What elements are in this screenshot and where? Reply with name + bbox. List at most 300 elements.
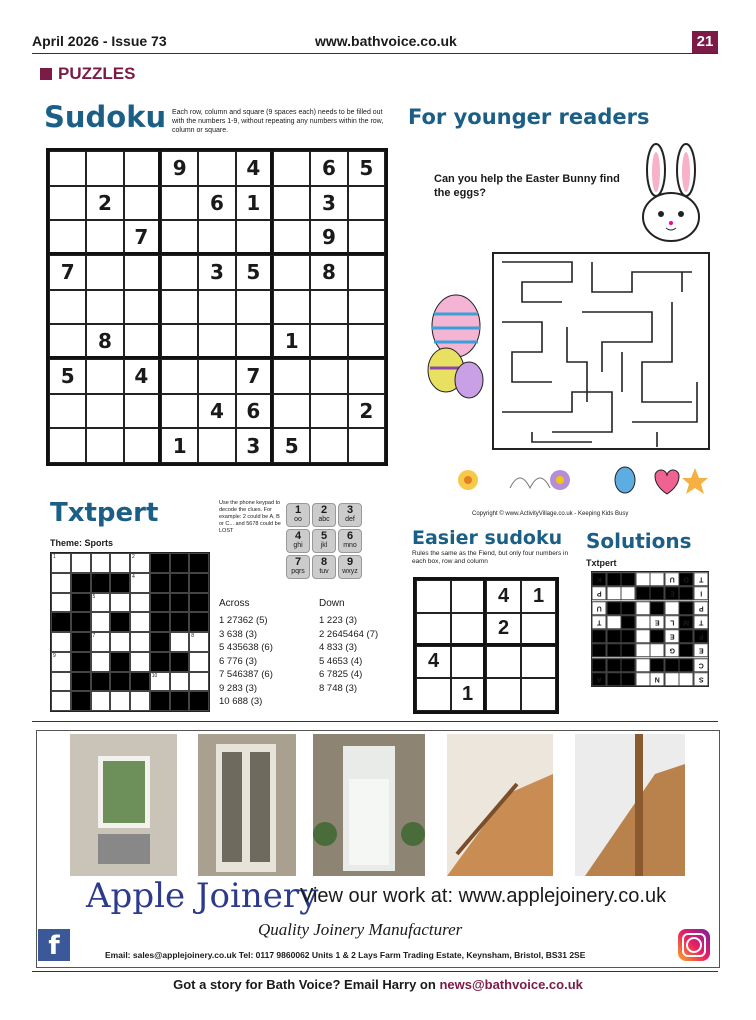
advert-website[interactable]: View our work at: www.applejoinery.co.uk (300, 885, 667, 907)
down-clue: 5 4653 (4) (319, 655, 363, 667)
solution-cell (592, 658, 607, 672)
crossword-cell (110, 652, 130, 672)
section-title: PUZZLES (58, 64, 136, 83)
easy-sudoku-cell[interactable]: 1 (451, 678, 486, 711)
sudoku-cell[interactable] (124, 324, 161, 359)
clue-number: 7 (92, 633, 96, 639)
solution-cell (679, 658, 694, 672)
solution-cell: P (592, 586, 607, 600)
crossword-cell (150, 553, 170, 573)
down-clue: 2 2645464 (7) (319, 628, 379, 640)
maze[interactable] (492, 252, 710, 450)
sudoku-cell[interactable] (273, 220, 310, 255)
solution-cell (650, 629, 665, 643)
crossword-cell[interactable] (51, 632, 71, 652)
crossword-cell[interactable] (189, 652, 209, 672)
sudoku-cell[interactable] (310, 324, 347, 359)
sudoku-cell[interactable] (161, 290, 198, 325)
easy-sudoku-cell[interactable] (521, 646, 556, 679)
crossword-cell[interactable] (51, 593, 71, 613)
sudoku-cell[interactable] (49, 290, 86, 325)
apple-joinery-logo[interactable]: Apple Joinery (86, 876, 319, 916)
sudoku-title: Sudoku (44, 100, 167, 134)
sudoku-cell[interactable] (198, 290, 235, 325)
crossword-cell (71, 652, 91, 672)
solution-cell (650, 586, 665, 600)
sudoku-cell[interactable] (236, 324, 273, 359)
sudoku-cell[interactable] (348, 359, 385, 394)
oak-staircase-photo (575, 734, 685, 876)
crossword-cell[interactable] (150, 672, 170, 692)
crossword-cell[interactable] (71, 553, 91, 573)
keypad-key (286, 503, 310, 527)
crossword-cell[interactable] (91, 652, 111, 672)
down-clue: 6 7825 (4) (319, 669, 363, 680)
sudoku-cell[interactable]: 8 (86, 324, 123, 359)
instagram-icon[interactable] (678, 929, 710, 961)
sudoku-cell[interactable]: 7 (124, 220, 161, 255)
key-letters: oo (294, 516, 302, 523)
clue-number: 8 (191, 633, 195, 639)
keypad-key (286, 529, 310, 553)
crossword-cell (71, 612, 91, 632)
sudoku-cell[interactable] (273, 255, 310, 290)
solution-cell (636, 658, 651, 672)
crossword-cell (91, 672, 111, 692)
crossword-cell[interactable] (51, 652, 71, 672)
key-letters: mno (343, 542, 357, 549)
issue-date: April 2026 - Issue 73 (32, 33, 167, 49)
sudoku-cell[interactable] (161, 359, 198, 394)
sudoku-cell[interactable] (348, 290, 385, 325)
key-letters: pqrs (291, 568, 305, 575)
advert-tagline: Quality Joinery Manufacturer (258, 920, 463, 939)
key-number: 9 (346, 556, 354, 568)
easy-sudoku-cell[interactable] (416, 613, 451, 646)
sudoku-cell[interactable]: 9 (310, 220, 347, 255)
sudoku-cell[interactable] (86, 290, 123, 325)
crossword-cell (189, 612, 209, 632)
crossword-cell[interactable] (51, 672, 71, 692)
solution-cell (679, 672, 694, 686)
solution-cell: T (694, 572, 709, 586)
sudoku-cell[interactable]: 7 (236, 359, 273, 394)
crossword-cell[interactable] (91, 553, 111, 573)
sudoku-cell[interactable] (86, 394, 123, 429)
sudoku-cell[interactable] (348, 220, 385, 255)
keypad-key (312, 529, 336, 553)
solution-cell: T (592, 615, 607, 629)
sudoku-cell[interactable] (273, 290, 310, 325)
across-heading: Across (219, 598, 250, 609)
crossword-cell (170, 652, 190, 672)
crossword-cell (170, 612, 190, 632)
sudoku-cell[interactable] (273, 394, 310, 429)
crossword-cell (170, 593, 190, 613)
sudoku-cell[interactable]: 8 (310, 255, 347, 290)
solution-cell (636, 643, 651, 657)
crossword-cell (150, 652, 170, 672)
page-number: 21 (692, 31, 718, 53)
key-letters: jkl (320, 542, 328, 549)
sudoku-cell[interactable] (86, 255, 123, 290)
clue-number: 6 (53, 613, 56, 620)
crossword-cell (130, 672, 150, 692)
sudoku-cell[interactable] (348, 428, 385, 463)
footer-text: Got a story for Bath Voice? Email Harry on (173, 977, 440, 992)
key-letters: abc (318, 516, 330, 523)
sudoku-grid[interactable] (46, 148, 388, 466)
solution-cell (636, 601, 651, 615)
easy-sudoku-cell[interactable] (521, 678, 556, 711)
sudoku-instructions: Each row, column and square (9 spaces each) needs to be filled out with the numbers 1-9, without repeating any numbers within the row, column or square. (172, 109, 384, 134)
sudoku-cell[interactable] (198, 428, 235, 463)
solution-cell (679, 601, 694, 615)
solution-cell: G (665, 643, 680, 657)
solution-cell (636, 615, 651, 629)
sudoku-cell[interactable] (198, 324, 235, 359)
across-clue: 9 283 (3) (219, 682, 258, 694)
sudoku-cell[interactable] (348, 186, 385, 221)
facebook-icon[interactable]: f (38, 929, 70, 961)
sudoku-cell[interactable] (49, 220, 86, 255)
sudoku-cell[interactable] (124, 255, 161, 290)
crossword-cell (110, 612, 130, 632)
sudoku-cell[interactable]: 3 (198, 255, 235, 290)
french-door-photo (198, 734, 296, 876)
sudoku-cell[interactable] (161, 394, 198, 429)
solutions-title: Solutions (586, 529, 692, 553)
solution-cell (665, 601, 680, 615)
sudoku-cell[interactable] (161, 324, 198, 359)
crossword-cell (150, 632, 170, 652)
key-number: 2 (320, 504, 328, 516)
easier-sudoku-grid[interactable] (413, 577, 559, 714)
down-clues (319, 614, 378, 695)
clue-number: 10 (151, 672, 158, 679)
keypad-key (312, 555, 336, 579)
sudoku-cell[interactable] (124, 186, 161, 221)
sudoku-cell[interactable] (310, 359, 347, 394)
sudoku-cell[interactable]: 1 (273, 324, 310, 359)
crossword-cell[interactable] (91, 691, 111, 711)
sudoku-cell[interactable] (49, 151, 86, 186)
solution-cell (679, 629, 694, 643)
solution-cell (679, 643, 694, 657)
sudoku-cell[interactable] (124, 428, 161, 463)
key-number: 3 (346, 504, 354, 516)
bunny-icon (636, 142, 716, 247)
solution-cell (621, 572, 636, 586)
website-url[interactable]: www.bathvoice.co.uk (315, 33, 457, 49)
clue-number: 1 (53, 554, 56, 560)
crossword-cell (110, 573, 130, 593)
solution-cell (650, 658, 665, 672)
sudoku-cell[interactable]: 1 (236, 186, 273, 221)
txtpert-title: Txtpert (50, 498, 159, 528)
sudoku-cell[interactable]: 9 (161, 151, 198, 186)
crossword-cell (189, 573, 209, 593)
flowers-decoration-icon (450, 458, 710, 506)
crossword-cell (170, 553, 190, 573)
solution-cell (607, 672, 622, 686)
crossword-cell (189, 593, 209, 613)
sudoku-cell[interactable] (49, 186, 86, 221)
easter-eggs-icon (424, 292, 490, 402)
solution-cell: E (650, 615, 665, 629)
sudoku-cell[interactable] (86, 359, 123, 394)
sudoku-cell[interactable] (49, 428, 86, 463)
clue-number: 4 (132, 573, 135, 580)
crossword-cell[interactable] (130, 652, 150, 672)
clue-number: 5 (92, 593, 96, 600)
crossword-cell[interactable] (130, 612, 150, 632)
solution-cell (607, 643, 622, 657)
sudoku-cell[interactable] (124, 290, 161, 325)
down-heading: Down (319, 598, 345, 609)
solution-cell (621, 658, 636, 672)
crossword-cell[interactable] (51, 553, 71, 573)
solution-cell: E (694, 643, 709, 657)
sudoku-cell[interactable]: 7 (49, 255, 86, 290)
sudoku-cell[interactable]: 4 (124, 359, 161, 394)
sudoku-cell[interactable] (273, 359, 310, 394)
solution-cell (607, 629, 622, 643)
across-clues (219, 614, 273, 709)
keypad-key (338, 503, 362, 527)
easier-sudoku-title: Easier sudoku (412, 527, 563, 549)
key-number: 1 (294, 504, 302, 516)
across-clue: 3 638 (3) (219, 628, 258, 640)
easy-sudoku-cell[interactable]: 4 (416, 646, 451, 679)
sudoku-cell[interactable]: 1 (161, 428, 198, 463)
clue-number: 9 (53, 652, 56, 659)
sudoku-cell[interactable] (273, 186, 310, 221)
sudoku-cell[interactable]: 5 (49, 359, 86, 394)
sudoku-cell[interactable] (310, 290, 347, 325)
key-letters: tuv (319, 568, 329, 575)
window-photo (70, 734, 177, 876)
crossword-cell (71, 691, 91, 711)
crossword-cell (110, 672, 130, 692)
solution-cell (650, 643, 665, 657)
sudoku-cell[interactable] (161, 220, 198, 255)
key-letters: wxyz (342, 568, 358, 575)
footer-message (0, 977, 756, 992)
sudoku-cell[interactable] (236, 290, 273, 325)
crossword-cell (71, 632, 91, 652)
crossword-cell[interactable] (51, 691, 71, 711)
sudoku-cell[interactable] (310, 428, 347, 463)
sudoku-cell[interactable]: 2 (348, 394, 385, 429)
crossword-cell[interactable] (170, 672, 190, 692)
solution-cell (607, 572, 622, 586)
solution-cell (636, 586, 651, 600)
easy-sudoku-cell[interactable] (451, 613, 486, 646)
down-clue: 8 748 (3) (319, 682, 358, 694)
solution-cell: E (665, 629, 680, 643)
crossword-cell[interactable] (170, 632, 190, 652)
crossword-cell (150, 593, 170, 613)
sudoku-cell[interactable]: 5 (236, 255, 273, 290)
maze-question: Can you help the Easter Bunny find the eggs? (434, 173, 620, 199)
easy-sudoku-cell[interactable] (486, 646, 521, 679)
sudoku-cell[interactable] (124, 394, 161, 429)
easy-sudoku-cell[interactable] (451, 580, 486, 613)
crossword-cell (51, 612, 71, 632)
crossword-cell[interactable] (130, 691, 150, 711)
sudoku-cell[interactable]: 6 (198, 186, 235, 221)
crossword-cell[interactable] (91, 593, 111, 613)
crossword-cell[interactable] (130, 632, 150, 652)
solution-cell (621, 615, 636, 629)
solution-cell (621, 629, 636, 643)
solution-cell (592, 629, 607, 643)
crossword-cell (170, 691, 190, 711)
easier-sudoku-instructions: Rules the same as the Fiend, but only four numbers in each box, row and column (412, 550, 569, 565)
sudoku-cell[interactable]: 4 (198, 394, 235, 429)
clue-number: 3 (92, 573, 96, 580)
solution-cell: S (694, 672, 709, 686)
crossword-cell[interactable] (110, 632, 130, 652)
down-clue: 1 223 (3) (319, 615, 358, 626)
sudoku-cell[interactable] (348, 324, 385, 359)
solution-cell: A (592, 672, 607, 686)
keypad-key (312, 503, 336, 527)
staircase-photo (447, 734, 553, 876)
keypad-key (286, 555, 310, 579)
sudoku-cell[interactable]: 6 (310, 151, 347, 186)
sudoku-cell[interactable] (86, 428, 123, 463)
easy-sudoku-cell[interactable]: 4 (486, 580, 521, 613)
solution-cell: K (592, 572, 607, 586)
across-clue: 7 546387 (6) (219, 669, 273, 680)
solution-cell: U (592, 601, 607, 615)
key-number: 4 (294, 530, 302, 542)
sudoku-cell[interactable]: 3 (310, 186, 347, 221)
solution-cell: P (694, 601, 709, 615)
crossword-cell[interactable] (130, 573, 150, 593)
key-number: 5 (320, 530, 328, 542)
sudoku-cell[interactable]: 5 (273, 428, 310, 463)
sudoku-cell[interactable] (310, 394, 347, 429)
crossword-grid[interactable] (50, 552, 210, 712)
solution-cell (679, 586, 694, 600)
section-label (40, 64, 135, 84)
sudoku-cell[interactable] (161, 255, 198, 290)
crossword-cell (71, 573, 91, 593)
crossword-cell[interactable] (189, 632, 209, 652)
key-number: 8 (320, 556, 328, 568)
sudoku-cell[interactable] (198, 220, 235, 255)
keypad-key (338, 555, 362, 579)
sudoku-cell[interactable] (273, 151, 310, 186)
crossword-cell (189, 553, 209, 573)
solution-cell (636, 629, 651, 643)
solution-cell (650, 601, 665, 615)
advert-contact: Email: sales@applejoinery.co.uk Tel: 0117 9860062 Units 1 & 2 Lays Farm Trading Estate, Keynsham, Bristol, BS31 2SE (105, 950, 586, 960)
crossword-cell[interactable] (130, 553, 150, 573)
crossword-cell[interactable] (130, 593, 150, 613)
clue-number: 2 (132, 554, 135, 560)
solution-cell: C (694, 658, 709, 672)
sudoku-cell[interactable]: 2 (86, 186, 123, 221)
solution-cell: F (694, 629, 709, 643)
sudoku-cell[interactable]: 4 (236, 151, 273, 186)
solution-cell: L (665, 615, 680, 629)
solution-cell (636, 572, 651, 586)
crossword-cell[interactable] (110, 553, 130, 573)
solution-cell: I (694, 586, 709, 600)
crossword-cell[interactable] (189, 672, 209, 692)
key-number: 6 (346, 530, 354, 542)
easy-sudoku-cell[interactable] (416, 580, 451, 613)
solution-cell (607, 586, 622, 600)
sudoku-cell[interactable]: 5 (348, 151, 385, 186)
crossword-cell[interactable] (91, 612, 111, 632)
sudoku-cell[interactable] (49, 324, 86, 359)
crossword-cell[interactable] (91, 632, 111, 652)
crossword-cell (150, 612, 170, 632)
solution-cell: M (679, 615, 694, 629)
sudoku-cell[interactable] (49, 394, 86, 429)
solution-cell (592, 643, 607, 657)
solution-cell: O (679, 572, 694, 586)
crossword-cell (189, 691, 209, 711)
sudoku-cell[interactable] (124, 151, 161, 186)
easy-sudoku-cell[interactable]: 1 (521, 580, 556, 613)
front-door-photo (313, 734, 425, 876)
easy-sudoku-cell[interactable] (416, 678, 451, 711)
crossword-cell[interactable] (110, 593, 130, 613)
phone-keypad (286, 503, 362, 579)
footer-email-link[interactable]: news@bathvoice.co.uk (439, 977, 583, 992)
sudoku-cell[interactable] (86, 220, 123, 255)
solution-cell (650, 572, 665, 586)
sudoku-cell[interactable] (198, 151, 235, 186)
easy-sudoku-cell[interactable]: 2 (486, 613, 521, 646)
sudoku-cell[interactable] (348, 255, 385, 290)
sudoku-cell[interactable] (86, 151, 123, 186)
sudoku-cell[interactable]: 6 (236, 394, 273, 429)
solution-grid (591, 571, 709, 687)
solution-cell: E (665, 586, 680, 600)
solution-cell (621, 643, 636, 657)
solution-cell (665, 672, 680, 686)
solution-cell: T (694, 615, 709, 629)
sudoku-cell[interactable]: 3 (236, 428, 273, 463)
crossword-cell (71, 672, 91, 692)
down-clue: 4 833 (3) (319, 642, 358, 653)
crossword-cell[interactable] (51, 573, 71, 593)
solution-cell (621, 601, 636, 615)
crossword-cell (91, 573, 111, 593)
solution-cell (607, 658, 622, 672)
sudoku-cell[interactable] (161, 186, 198, 221)
easy-sudoku-cell[interactable] (486, 678, 521, 711)
easy-sudoku-cell[interactable] (521, 613, 556, 646)
solution-cell (621, 586, 636, 600)
easy-sudoku-cell[interactable] (451, 646, 486, 679)
solution-cell (607, 601, 622, 615)
crossword-cell[interactable] (110, 691, 130, 711)
footer-rule (32, 971, 718, 972)
solution-cell (665, 658, 680, 672)
sudoku-cell[interactable] (198, 359, 235, 394)
txtpert-instructions: Use the phone keypad to decode the clues. For example: 2 could be A, B or C... and 5678 could be LOST (219, 500, 281, 534)
key-letters: def (345, 516, 355, 523)
sudoku-cell[interactable] (236, 220, 273, 255)
